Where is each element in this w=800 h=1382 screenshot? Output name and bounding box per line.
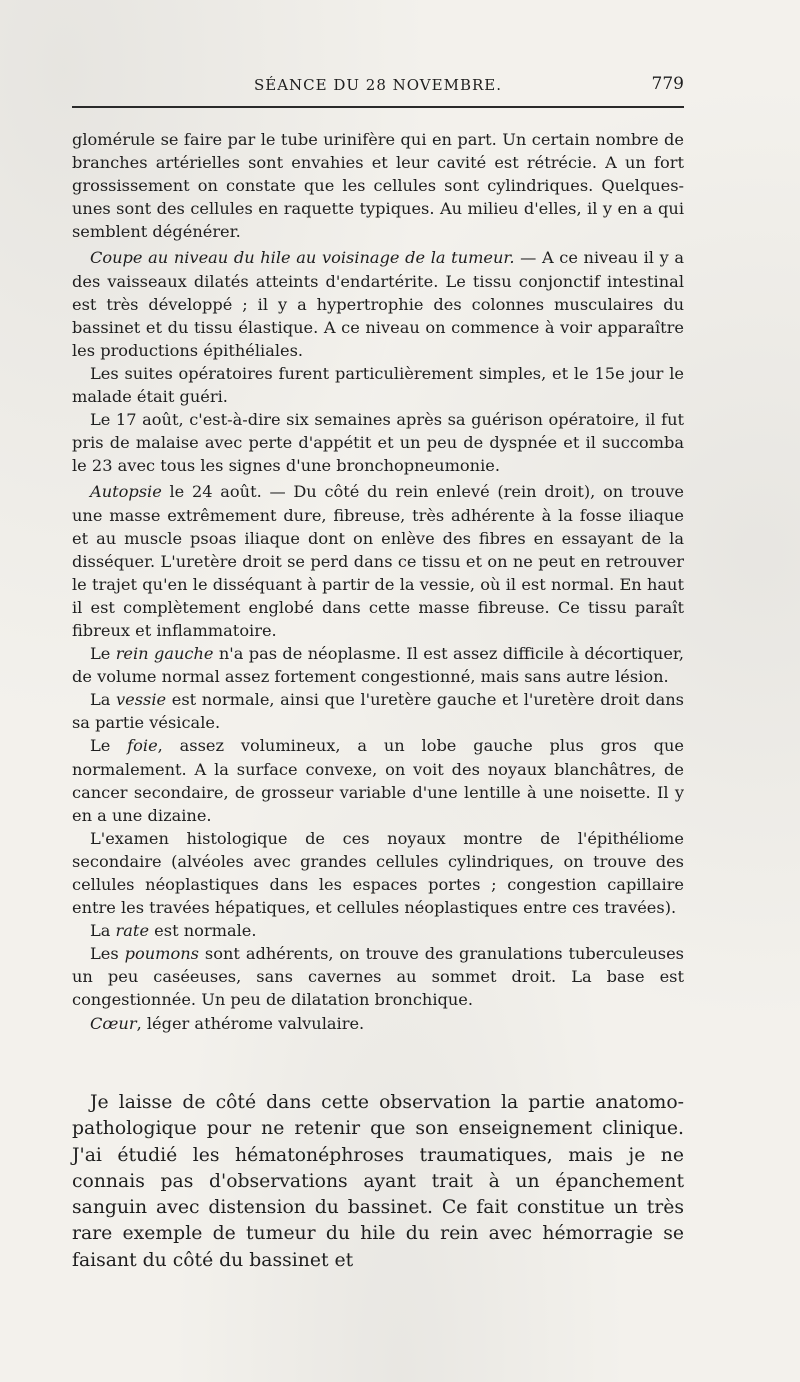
section-lead-autopsie: Autopsie: [90, 482, 162, 502]
paragraph-rate-text: est normale.: [149, 921, 257, 941]
paragraph-rein-gauche-text: n'a pas de néoplasme. Il est assez difficile à décortiquer, de volume normal assez fortement congestionné, mais sans autre lésion.: [72, 644, 684, 687]
organ-rein-gauche: rein gauche: [115, 644, 214, 664]
paragraph-vessie-pre: La: [90, 690, 117, 710]
organ-poumons: poumons: [124, 944, 199, 964]
paragraph-poumons-pre: Les: [90, 944, 125, 964]
paragraph-commentary: Je laisse de côté dans cette observation la partie anatomo-pathologique pour ne retenir que son enseignement clinique. J'ai étudié les hématonéphroses traumatiques, mais je ne connais pas d'observations ayant trait à un épanchement sanguin avec distension du bassinet. Ce fait constitue un très rare exemple de tumeur du hile du rein avec hémorragie se faisant du côté du bassinet et: [72, 1092, 684, 1271]
paragraph-coupe-hile: [72, 246, 684, 361]
paragraph-rate: [72, 919, 684, 942]
commentary-text: [72, 1090, 684, 1274]
paragraph-poumons: [72, 942, 684, 1011]
paragraph-coeur-text: , léger athérome valvulaire.: [136, 1013, 365, 1033]
page-number: 779: [651, 74, 684, 94]
section-lead-coupe: Coupe au niveau du hile au voisinage de la tumeur.: [90, 248, 515, 268]
paragraph-rein-gauche: [72, 642, 684, 688]
header-title: SÉANCE DU 28 NOVEMBRE.: [253, 76, 502, 94]
paragraph-vessie-text: est normale, ainsi que l'uretère gauche et l'uretère droit dans sa partie vésicale.: [72, 690, 684, 733]
paragraph-foie-pre: Le: [90, 736, 128, 756]
case-report-text: [72, 128, 684, 1035]
paragraph-foie-text: , assez volumineux, a un lobe gauche plus gros que normalement. A la surface convexe, on voit des noyaux blanchâtres, de cancer secondaire, de grosseur variable d'une lentille à une noisette. Il y en a une dizaine.: [72, 736, 684, 825]
paragraph-vessie: [72, 688, 684, 734]
paragraph-coupe-text: — A ce niveau il y a des vaisseaux dilatés atteints d'endartérite. Le tissu conjonctif intestinal est très développé ; il y a hypertrophie des colonnes musculaires du bassinet et du tissu élastique. A ce niveau on commence à voir apparaître les productions épithéliales.: [72, 248, 684, 360]
paragraph-17-aout: Le 17 août, c'est-à-dire six semaines après sa guérison opératoire, il fut pris de malaise avec perte d'appétit et un peu de dyspnée et il succomba le 23 avec tous les signes d'une bronchopneumonie.: [72, 410, 684, 476]
organ-vessie: vessie: [116, 690, 167, 710]
paragraph-autopsie-text: le 24 août. — Du côté du rein enlevé (rein droit), on trouve une masse extrêmement dure, fibreuse, très adhérente à la fosse iliaque et au muscle psoas iliaque dont on enlève des fibres en essayant de la disséquer. L'uretère droit se perd dans ce tissu et on ne peut en retrouver le trajet qu'en le disséquant à partir de la vessie, où il est normal. En haut il est complètement englobé dans cette masse fibreuse. Ce tissu paraît fibreux et inflammatoire.: [72, 482, 684, 640]
paragraph-foie: [72, 734, 684, 826]
running-header: [72, 76, 684, 98]
organ-foie: foie: [127, 736, 158, 756]
paragraph-coeur: [72, 1012, 684, 1035]
paragraph-examen-histologique: L'examen histologique de ces noyaux montre de l'épithéliome secondaire (alvéoles avec grandes cellules cylindriques, on trouve des cellules néoplastiques dans les espaces portes ; congestion capillaire entre les travées hépatiques, et cellules néoplastiques entre ces travées).: [72, 828, 684, 918]
header-rule: [72, 106, 684, 108]
paragraph-suites-operatoires: Les suites opératoires furent particulièrement simples, et le 15e jour le malade était guéri.: [72, 363, 684, 407]
paragraph-autopsie: [72, 480, 684, 642]
paragraph-glomerule: glomérule se faire par le tube urinifère qui en part. Un certain nombre de branches artérielles sont envahies et leur cavité est rétrécie. A un fort grossissement on constate que les cellules sont cylindriques. Quelques-unes sont des cellules en raquette typiques. Au milieu d'elles, il y en a qui semblent dégénérer.: [72, 130, 684, 242]
paragraph-rein-gauche-pre: Le: [90, 644, 116, 664]
paragraph-poumons-text: sont adhérents, on trouve des granulations tuberculeuses un peu caséeuses, sans cavernes au sommet droit. La base est congestionnée. Un peu de dilatation bronchique.: [72, 944, 684, 1010]
paragraph-rate-pre: La: [90, 921, 116, 941]
organ-coeur: Cœur: [90, 1013, 137, 1033]
organ-rate: rate: [115, 921, 150, 941]
